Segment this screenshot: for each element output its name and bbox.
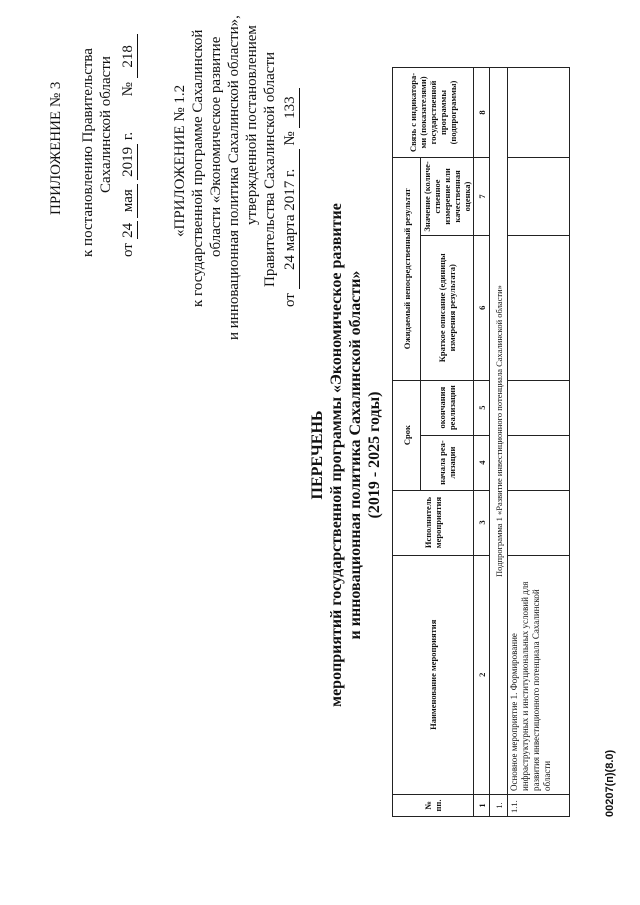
table-row — [508, 68, 570, 817]
appendix-date-line — [120, 27, 138, 257]
header-value: Значение (количе-ственное измерение или качественная оценка) — [421, 158, 474, 236]
header-name: Наименование мероприятия — [393, 555, 474, 795]
table-numbers-row — [474, 68, 490, 817]
empty-cell — [508, 235, 570, 380]
row-number: 1. — [490, 795, 508, 817]
document-code: 00207(п)(8.0) — [604, 749, 616, 817]
header-term: Срок — [393, 380, 421, 490]
col-num-6: 6 — [474, 235, 490, 380]
annex-line-1: к государственной программе Сахалинской — [190, 29, 206, 307]
header-end: окончания реализации — [421, 380, 474, 435]
list-heading: ПЕРЕЧЕНЬ — [309, 410, 326, 500]
col-num-4: 4 — [474, 435, 490, 490]
empty-cell — [508, 158, 570, 236]
appendix-number-sign: № — [120, 82, 136, 97]
row-number: 1.1. — [508, 795, 570, 817]
measures-table — [392, 67, 570, 817]
appendix-day: 24 — [120, 222, 136, 238]
annex-line-3: и инновационная политика Сахалинской области», — [226, 15, 242, 340]
appendix-title: ПРИЛОЖЕНИЕ № 3 — [48, 81, 64, 215]
annex-line-5: Правительства Сахалинской области — [262, 51, 278, 287]
appendix-from-label: от — [120, 243, 136, 257]
col-num-5: 5 — [474, 380, 490, 435]
col-num-2: 2 — [474, 555, 490, 795]
col-num-7: 7 — [474, 158, 490, 236]
annex-line-4: утвержденной постановлением — [244, 25, 260, 225]
list-subheading-2: и инновационная политика Сахалинской области» — [347, 270, 364, 640]
header-start: начала реа-лизации — [421, 435, 474, 490]
appendix-line-2: Сахалинской области — [98, 56, 114, 193]
appendix-number: 218 — [120, 34, 138, 78]
annex-from-label: от — [282, 293, 298, 307]
appendix-year: 2019 — [120, 144, 138, 180]
list-subheading-1: мероприятий государственной программы «Экономическое развитие — [328, 203, 345, 707]
annex-number: 133 — [282, 88, 300, 128]
appendix-month: мая — [120, 184, 138, 218]
measure-name: Основное мероприятие 1. Формирование инфраструктурных и институциональных условий для развития инвестиционного потенциала Сахалинской области — [508, 555, 570, 795]
header-link: Связь с индикатора-ми (показателями) государственной программы (подпрограммы) — [393, 68, 474, 158]
table-header-row-1 — [393, 68, 421, 817]
col-num-8: 8 — [474, 68, 490, 158]
empty-cell — [508, 380, 570, 435]
header-no: № пп. — [393, 795, 474, 817]
empty-cell — [508, 490, 570, 555]
header-executor: Исполнитель мероприятия — [393, 490, 474, 555]
empty-cell — [508, 68, 570, 158]
empty-cell — [508, 435, 570, 490]
col-num-3: 3 — [474, 490, 490, 555]
list-period: (2019 - 2025 годы) — [366, 391, 383, 519]
appendix-line-1: к постановлению Правительства — [80, 48, 96, 257]
col-num-1: 1 — [474, 795, 490, 817]
annex-line-2: области «Экономическое развитие — [208, 36, 224, 257]
annex-number-sign: № — [282, 131, 298, 146]
annex-title: «ПРИЛОЖЕНИЕ № 1.2 — [172, 84, 188, 237]
header-result: Ожидаемый непосредственный результат — [393, 158, 421, 381]
subprogram-title: Подпрограмма 1 «Развитие инвестиционного потенциала Сахалинской области» — [490, 68, 508, 795]
annex-date-line — [282, 7, 300, 307]
table-row — [490, 68, 508, 817]
appendix-year-suffix: г. — [120, 131, 136, 141]
header-brief: Краткое описание (единицы измерения результата) — [421, 235, 474, 380]
annex-date: 24 марта 2017 г. — [282, 149, 300, 289]
